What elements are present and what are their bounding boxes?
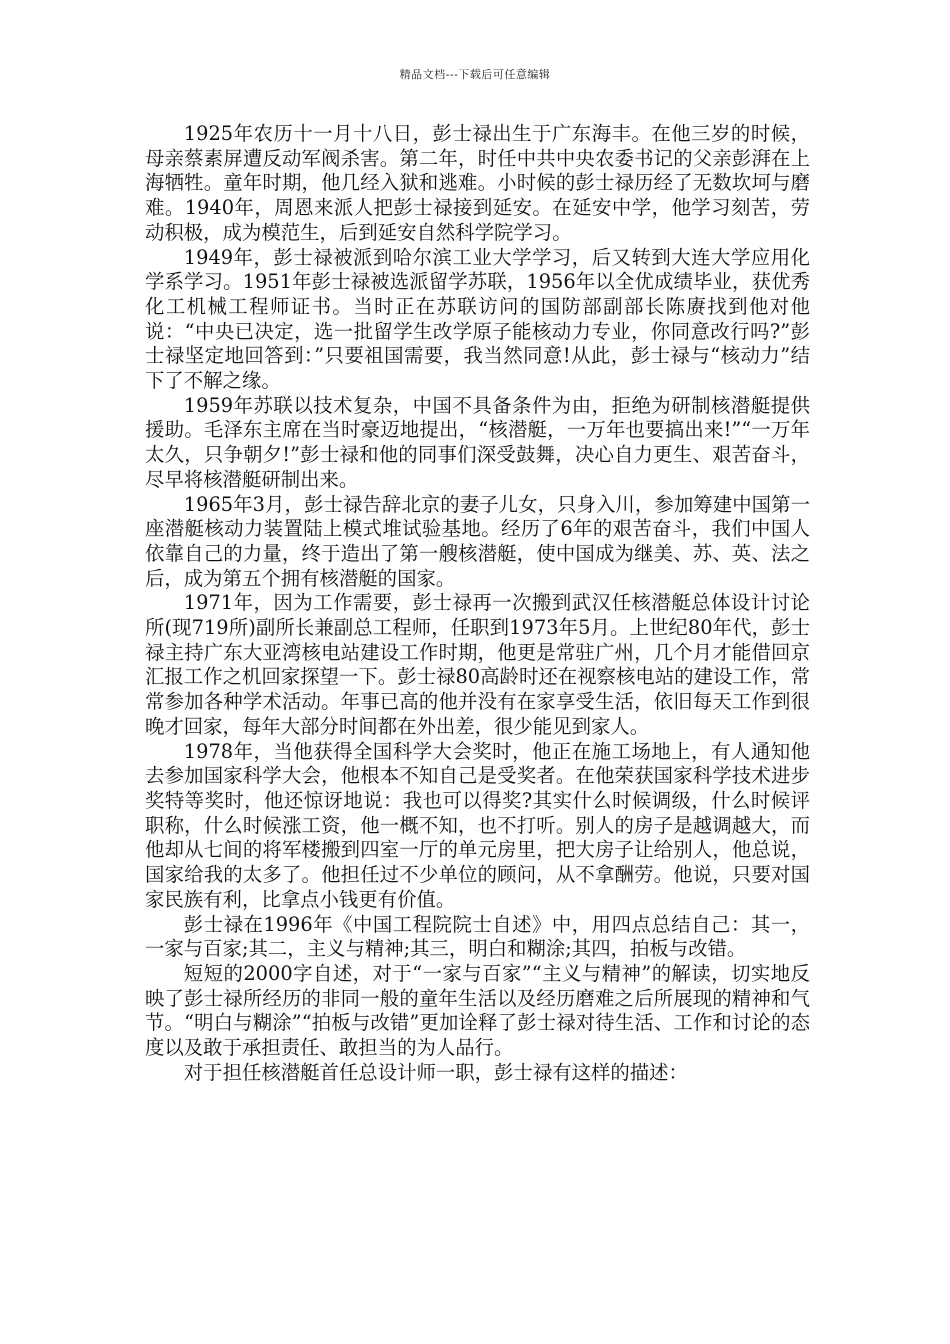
paragraph-birth: 1925年农历十一月十八日，彭士禄出生于广东海丰。在他三岁的时候，母亲蔡素屏遭反动军阀杀害。第二年，时任中共中央农委书记的父亲彭湃在上海牺牲。童年时期，他几经入狱和逃难。小时候的彭士禄历经了无数坎坷与磨难。1940年，周恩来派人把彭士禄接到延安。在延安中学，他学习刻苦，劳动积极，成为模范生，后到延安自然科学院学习。 (145, 122, 810, 244)
paragraph-first-submarine: 1965年3月，彭士禄告辞北京的妻子儿女，只身入川，参加筹建中国第一座潜艇核动力装置陆上模式堆试验基地。经历了6年的艰苦奋斗，我们中国人依靠自己的力量，终于造出了第一艘核潜艇，使中国成为继美、苏、英、法之后，成为第五个拥有核潜艇的国家。 (145, 492, 810, 590)
paragraph-awards: 1978年，当他获得全国科学大会奖时，他正在施工场地上，有人通知他去参加国家科学大会，他根本不知自己是受奖者。在他荣获国家科学技术进步奖特等奖时，他还惊讶地说：我也可以得奖?其实什么时候调级，什么时候评职称，什么时候涨工资，他一概不知，也不打听。别人的房子是越调越大，而他却从七间的将军楼搬到四室一厅的单元房里，把大房子让给别人，他总说，国家给我的太多了。他担任过不少单位的顾问，从不拿酬劳。他说，只要对国家民族有利，比拿点小钱更有价值。 (145, 739, 810, 911)
page-header: 精品文档---下载后可任意编辑 (399, 68, 551, 81)
paragraph-soviet-refusal: 1959年苏联以技术复杂，中国不具备条件为由，拒绝为研制核潜艇提供援助。毛泽东主席在当时豪迈地提出，“核潜艇，一万年也要搞出来!”“一万年太久，只争朝夕!”彭士禄和他的同事们深受鼓舞，决心自力更生、艰苦奋斗，尽早将核潜艇研制出来。 (145, 393, 810, 491)
paragraph-education: 1949年，彭士禄被派到哈尔滨工业大学学习，后又转到大连大学应用化学系学习。1951年彭士禄被选派留学苏联，1956年以全优成绩毕业，获优秀化工机械工程师证书。当时正在苏联访问的国防部副部长陈赓找到他对他说：“中央已决定，选一批留学生改学原子能核动力专业，你同意改行吗?”彭士禄坚定地回答到：”只要祖国需要，我当然同意!从此，彭士禄与“核动力”结下了不解之缘。 (145, 245, 810, 393)
document-body (145, 122, 810, 1085)
paragraph-self-summary: 彭士禄在1996年《中国工程院院士自述》中，用四点总结自己：其一，一家与百家;其二，主义与精神;其三，明白和糊涂;其四，拍板与改错。 (145, 912, 810, 961)
paragraph-career: 1971年，因为工作需要，彭士禄再一次搬到武汉任核潜艇总体设计讨论所(现719所)副所长兼副总工程师，任职到1973年5月。上世纪80年代，彭士禄主持广东大亚湾核电站建设工作时期，他更是常驻广州，几个月才能借回京汇报工作之机回家探望一下。彭士禄80高龄时还在视察核电站的建设工作，常常参加各种学术活动。年事已高的他并没有在家享受生活，依旧每天工作到很晚才回家，每年大部分时间都在外出差，很少能见到家人。 (145, 591, 810, 738)
paragraph-chief-designer: 对于担任核潜艇首任总设计师一职，彭士禄有这样的描述： (183, 1060, 688, 1084)
paragraph-interpretation: 短短的2000字自述，对于“一家与百家”“主义与精神”的解读，切实地反映了彭士禄所经历的非同一般的童年生活以及经历磨难之后所展现的精神和气节。“明白与糊涂”“拍板与改错”更加诠释了彭士禄对待生活、工作和讨论的态度以及敢于承担责任、敢担当的为人品行。 (145, 961, 810, 1060)
